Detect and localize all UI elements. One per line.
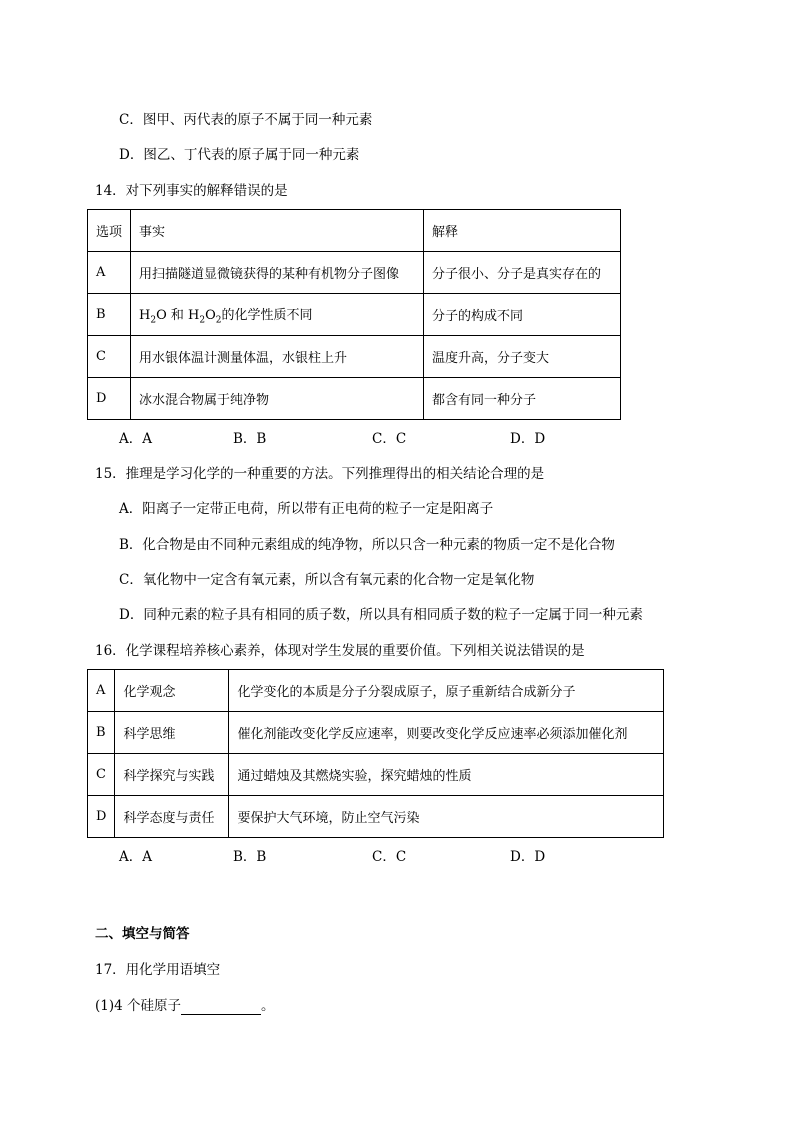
q17-stem: 17．用化学用语填空 [95, 962, 221, 978]
fact-cell: 用水银体温计测量体温，水银柱上升 [131, 336, 424, 378]
q14-table [87, 209, 621, 420]
q15-option-a[interactable]: A．阳离子一定带正电荷，所以带有正电荷的粒子一定是阳离子 [119, 501, 494, 517]
q13-option-c: C．图甲、丙代表的原子不属于同一种元素 [119, 112, 373, 128]
table-row [88, 378, 621, 420]
q16-table [87, 669, 664, 838]
table-row [88, 294, 621, 336]
row-label: B [88, 712, 115, 754]
table-row [88, 670, 664, 712]
answer-option-b[interactable]: B．B [233, 431, 267, 447]
topic-cell: 化学观念 [115, 670, 229, 712]
q16-stem: 16．化学课程培养核心素养，体现对学生发展的重要价值。下列相关说法错误的是 [95, 643, 585, 659]
row-label: D [88, 378, 131, 420]
header-cell: 事实 [131, 210, 424, 252]
row-label: A [88, 670, 115, 712]
statement-cell: 要保护大气环境，防止空气污染 [229, 796, 664, 838]
q15-option-d[interactable]: D．同种元素的粒子具有相同的质子数，所以具有相同质子数的粒子一定属于同一种元素 [119, 607, 643, 623]
q17-part1-prefix: (1)4 个硅原子 [95, 998, 182, 1014]
answer-option-d[interactable]: D．D [510, 431, 546, 447]
answer-option-a[interactable]: A．A [119, 431, 152, 447]
answer-option-b[interactable]: B．B [233, 849, 267, 865]
table-row [88, 252, 621, 294]
q15-option-c[interactable]: C．氧化物中一定含有氧元素，所以含有氧元素的化合物一定是氧化物 [119, 572, 535, 588]
row-label: C [88, 754, 115, 796]
q15-option-b[interactable]: B．化合物是由不同种元素组成的纯净物，所以只含一种元素的物质一定不是化合物 [119, 537, 615, 553]
answer-option-a[interactable]: A．A [119, 849, 152, 865]
row-label: B [88, 294, 131, 336]
section-heading: 二、填空与简答 [95, 926, 190, 942]
table-row [88, 796, 664, 838]
answer-option-c[interactable]: C．C [372, 849, 407, 865]
q17-part1 [95, 997, 275, 1015]
statement-cell: 化学变化的本质是分子分裂成原子，原子重新结合成新分子 [229, 670, 664, 712]
topic-cell: 科学态度与责任 [115, 796, 229, 838]
q16-answer-options [0, 848, 794, 866]
header-cell: 选项 [88, 210, 131, 252]
table-row [88, 210, 621, 252]
fact-cell: 用扫描隧道显微镜获得的某种有机物分子图像 [131, 252, 424, 294]
explanation-cell: 分子的构成不同 [424, 294, 621, 336]
q15-stem: 15．推理是学习化学的一种重要的方法。下列推理得出的相关结论合理的是 [95, 466, 545, 482]
answer-option-c[interactable]: C．C [372, 431, 407, 447]
fact-cell: 冰水混合物属于纯净物 [131, 378, 424, 420]
explanation-cell: 都含有同一种分子 [424, 378, 621, 420]
explanation-cell: 温度升高，分子变大 [424, 336, 621, 378]
q17-part1-suffix: 。 [261, 998, 275, 1014]
row-label: C [88, 336, 131, 378]
table-row [88, 754, 664, 796]
row-label: A [88, 252, 131, 294]
statement-cell: 通过蜡烛及其燃烧实验，探究蜡烛的性质 [229, 754, 664, 796]
q14-stem: 14．对下列事实的解释错误的是 [95, 183, 288, 199]
answer-option-d[interactable]: D．D [510, 849, 546, 865]
topic-cell: 科学思维 [115, 712, 229, 754]
statement-cell: 催化剂能改变化学反应速率，则要改变化学反应速率必须添加催化剂 [229, 712, 664, 754]
row-label: D [88, 796, 115, 838]
header-cell: 解释 [424, 210, 621, 252]
q13-option-d: D．图乙、丁代表的原子属于同一种元素 [119, 147, 360, 163]
explanation-cell: 分子很小、分子是真实存在的 [424, 252, 621, 294]
fact-cell: $H_2O$ 和 $H_2O_2$的化学性质不同 [131, 294, 424, 336]
q14-answer-options [0, 430, 794, 448]
table-row [88, 336, 621, 378]
answer-blank[interactable] [181, 1000, 261, 1015]
table-row [88, 712, 664, 754]
topic-cell: 科学探究与实践 [115, 754, 229, 796]
